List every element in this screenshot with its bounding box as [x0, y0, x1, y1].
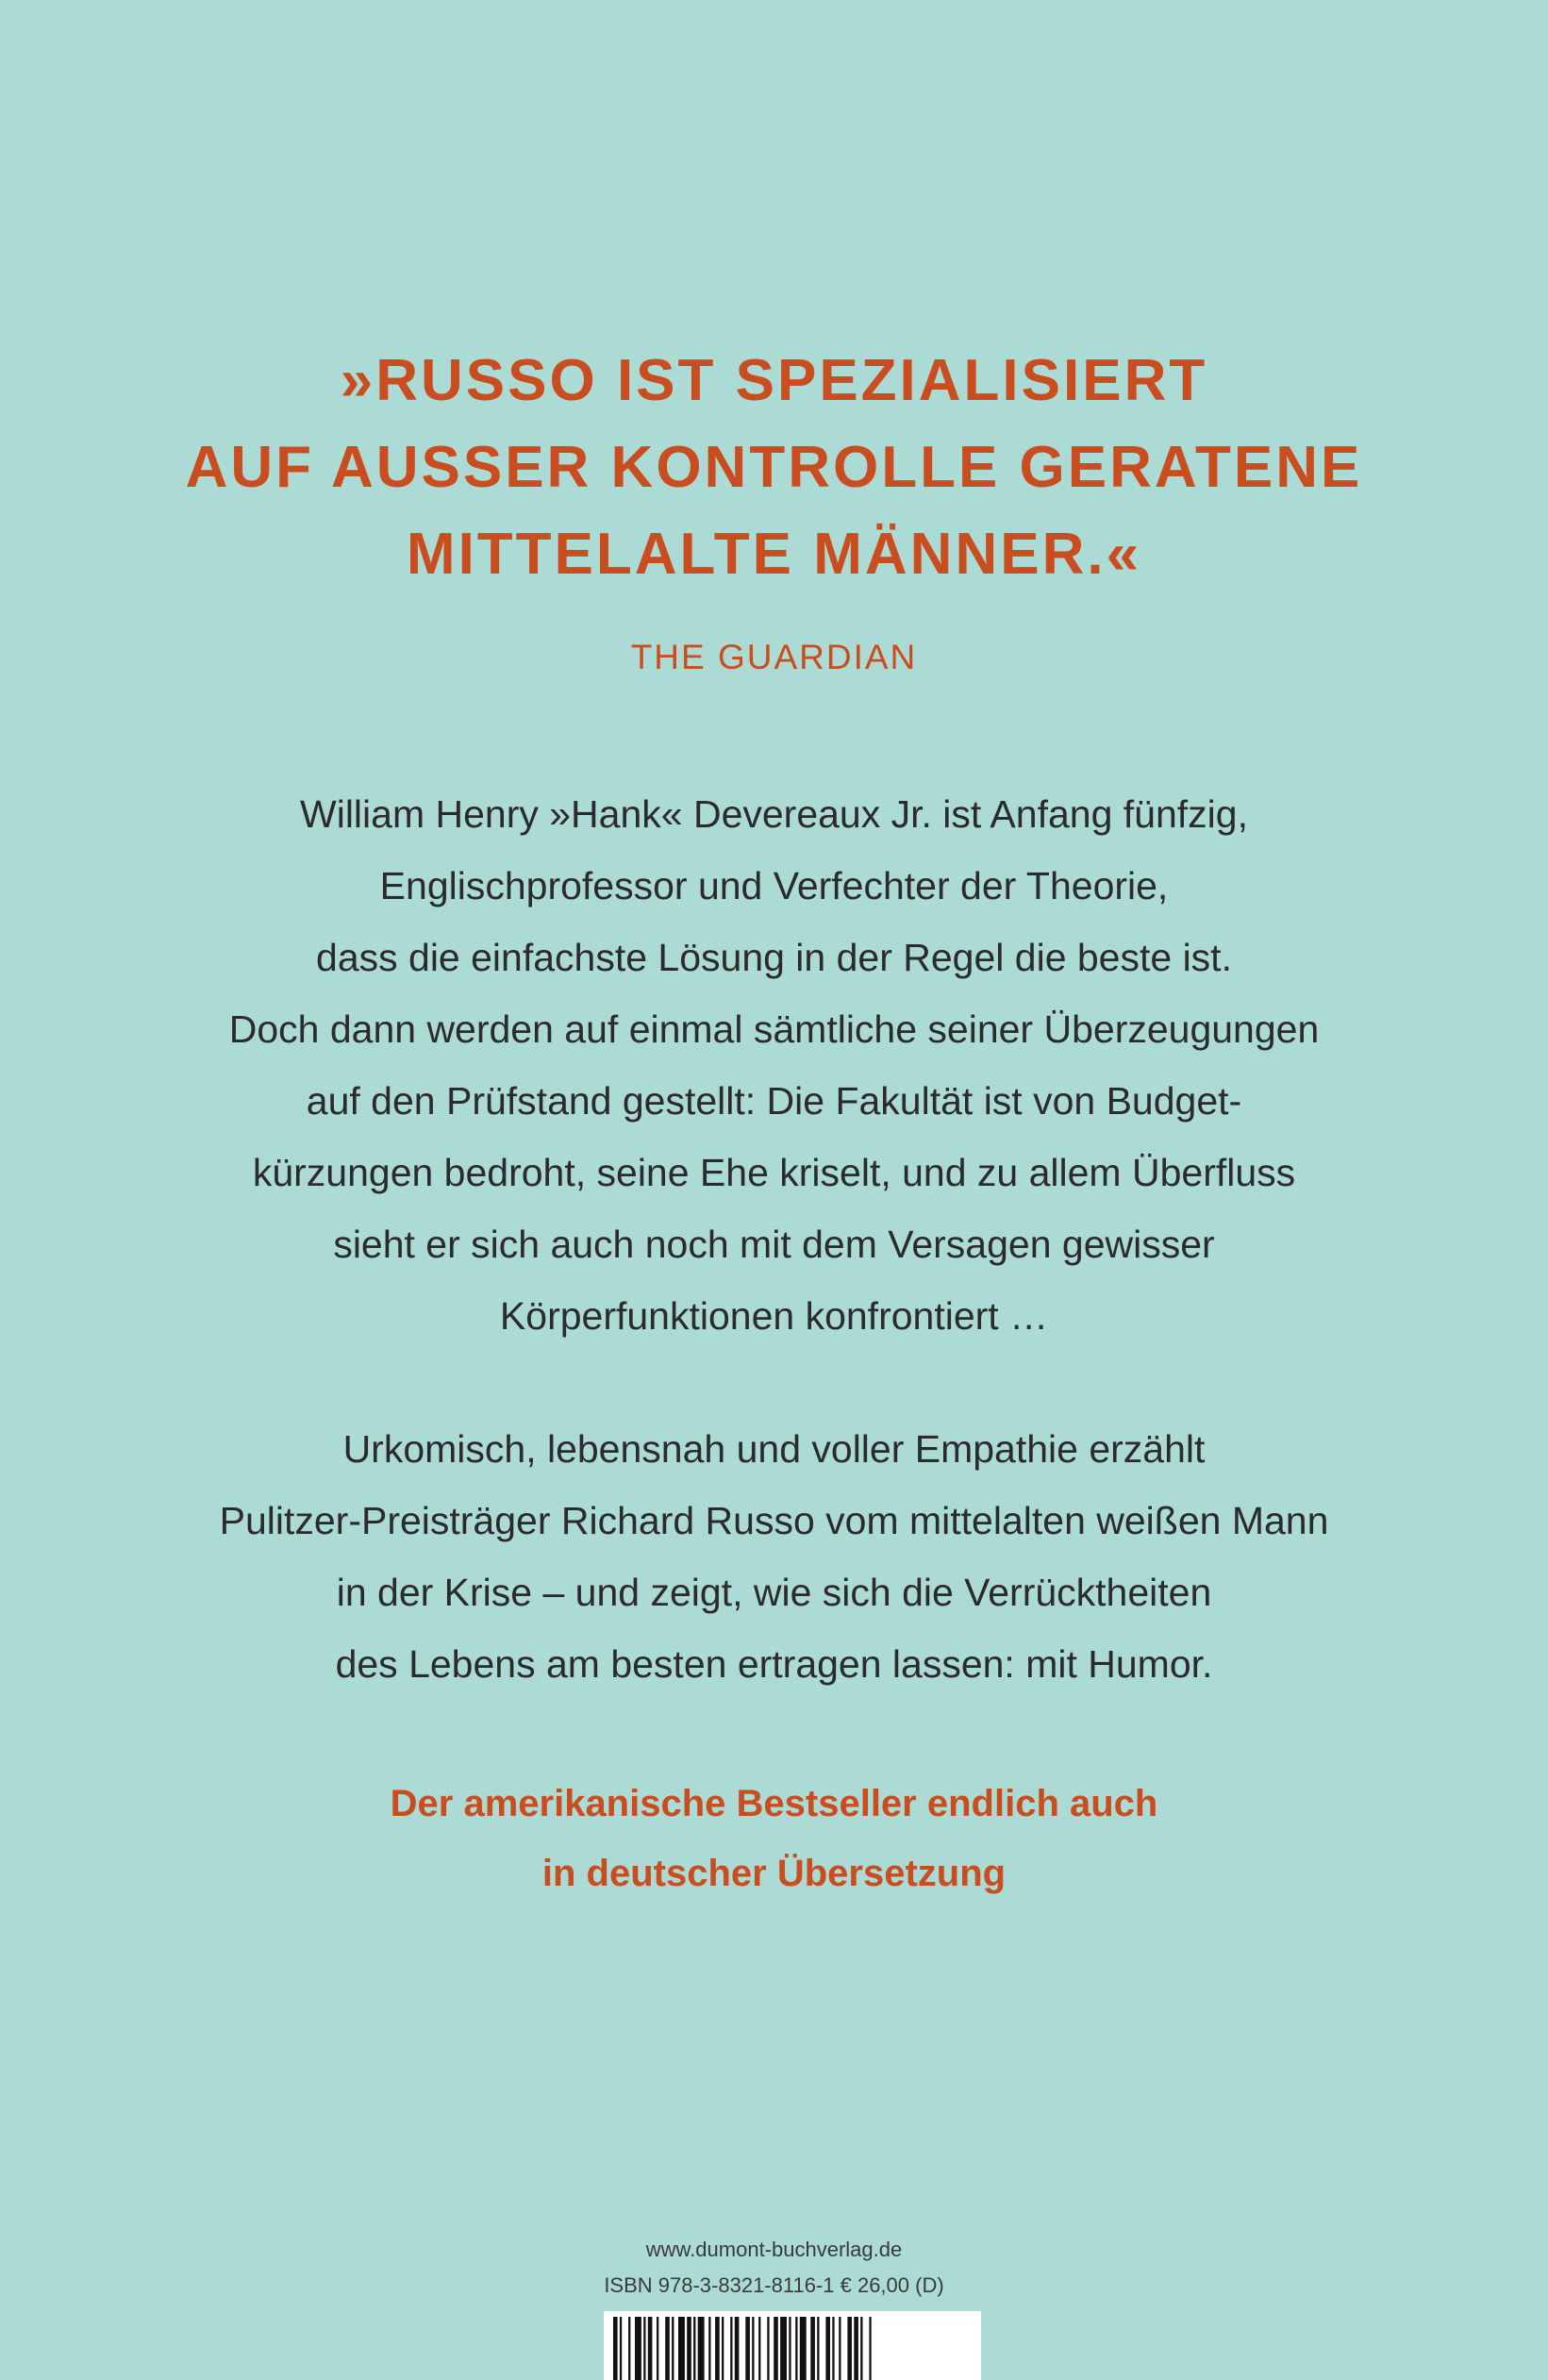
barcode-bar [620, 2317, 622, 2380]
barcode-bar [672, 2317, 674, 2380]
paragraph-line: dass die einfachste Lösung in der Regel die beste ist. [316, 936, 1232, 979]
quote-line-2: AUF AUSSER KONTROLLE GERATENE [185, 435, 1363, 500]
barcode-bar [628, 2317, 630, 2380]
barcode-bar [825, 2317, 830, 2380]
paragraph-line: sieht er sich auch noch mit dem Versagen gewisser [333, 1223, 1215, 1266]
barcode-bar [648, 2317, 653, 2380]
barcode-bar [613, 2317, 618, 2380]
paragraph-line: kürzungen bedroht, seine Ehe kriselt, und zu allem Überfluss [252, 1151, 1296, 1194]
barcode-bar [847, 2317, 852, 2380]
barcode-graphic [604, 2311, 981, 2380]
quote-line-1: »RUSSO IST SPEZIALISIERT [340, 348, 1208, 413]
bestseller-tagline [0, 1769, 1548, 1908]
barcode-bar [693, 2317, 695, 2380]
barcode-icon [604, 2311, 981, 2380]
barcode-bar [678, 2317, 685, 2380]
paragraph-line: des Lebens am besten ertragen lassen: mit Humor. [335, 1642, 1213, 1686]
barcode-bar [665, 2317, 670, 2380]
barcode-bar [795, 2317, 797, 2380]
barcode-bar [715, 2317, 720, 2380]
barcode-bar [817, 2317, 819, 2380]
paragraph-line: Körperfunktionen konfrontiert … [499, 1294, 1049, 1338]
barcode-bar [722, 2317, 724, 2380]
barcode-bar [780, 2317, 787, 2380]
barcode-bar [643, 2317, 645, 2380]
barcode-bar [789, 2317, 791, 2380]
tagline-line-2: in deutscher Übersetzung [541, 1853, 1007, 1894]
barcode-bar [735, 2317, 740, 2380]
barcode-bar [730, 2317, 732, 2380]
barcode-bar [687, 2317, 691, 2380]
paragraph-line: in der Krise – und zeigt, wie sich die Verrücktheiten [336, 1571, 1212, 1614]
barcode-bar [745, 2317, 750, 2380]
barcode-bar [635, 2317, 641, 2380]
publisher-footer [0, 2232, 1548, 2304]
quote-source: THE GUARDIAN [630, 638, 918, 676]
paragraph-line: William Henry »Hank« Devereaux Jr. ist Anfang fünfzig, [300, 792, 1248, 836]
paragraph-line: Englischprofessor und Verfechter der Theorie, [379, 864, 1169, 907]
description-paragraph-1 [0, 778, 1548, 1352]
barcode-bar [698, 2317, 705, 2380]
description-paragraph-2 [0, 1413, 1548, 1700]
publisher-website: www.dumont-buchverlag.de [645, 2238, 903, 2261]
barcode-bar [752, 2317, 754, 2380]
isbn-price: ISBN 978-3-8321-8116-1 € 26,00 (D) [604, 2273, 944, 2297]
paragraph-line: Pulitzer-Preisträger Richard Russo vom mittelalten weißen Mann [219, 1499, 1329, 1542]
barcode-bar [758, 2317, 760, 2380]
barcode-bar [839, 2317, 841, 2380]
paragraph-line: Urkomisch, lebensnah und voller Empathie erzählt [342, 1427, 1206, 1471]
barcode-bar [774, 2317, 778, 2380]
barcode-bar [860, 2317, 862, 2380]
quote-line-3: MITTELALTE MÄNNER.« [406, 522, 1142, 587]
barcode-bar [832, 2317, 834, 2380]
barcode-bar [869, 2317, 871, 2380]
paragraph-line: auf den Prüfstand gestellt: Die Fakultät ist von Budget- [306, 1079, 1242, 1123]
barcode-bar [767, 2317, 769, 2380]
barcode-bar [810, 2317, 815, 2380]
paragraph-line: Doch dann werden auf einmal sämtliche seiner Überzeugungen [228, 1007, 1320, 1051]
barcode-bar [657, 2317, 658, 2380]
cover-quote [0, 338, 1548, 598]
barcode-bar [800, 2317, 807, 2380]
tagline-line-1: Der amerikanische Bestseller endlich auch [390, 1783, 1158, 1824]
barcode-bar [708, 2317, 710, 2380]
barcode-bar [854, 2317, 858, 2380]
